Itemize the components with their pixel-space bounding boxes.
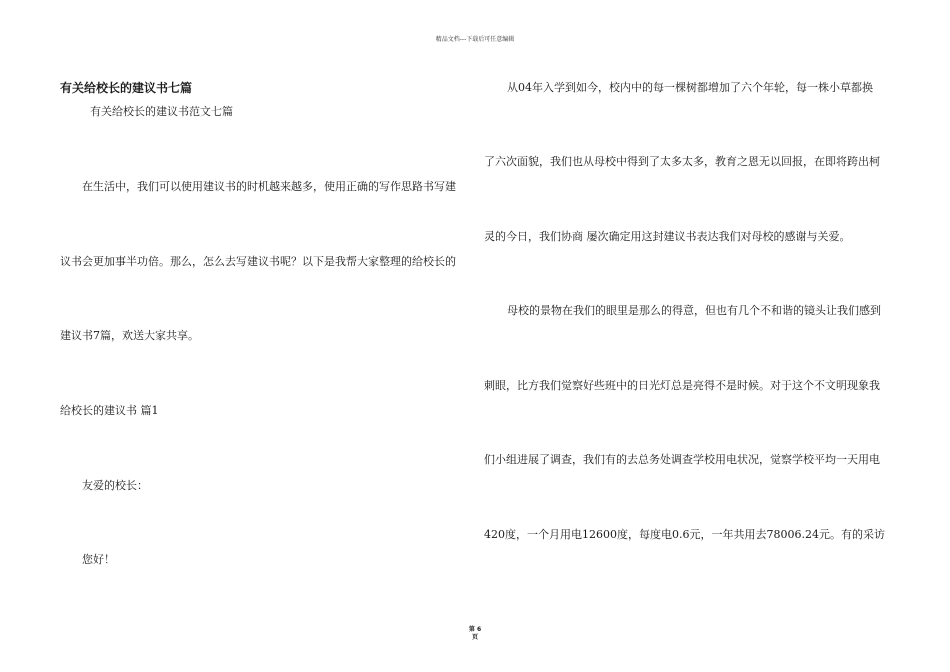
greeting: 您好！ xyxy=(82,553,115,566)
left-paragraph-line: 建议书7篇，欢送大家共享。 xyxy=(60,329,199,342)
left-paragraph-line: 议书会更加事半功倍。那么，怎么去写建议书呢？以下是我帮大家整理的给校长的 xyxy=(60,255,456,268)
salutation: 友爱的校长： xyxy=(82,479,148,492)
right-paragraph-line: 们小组进展了调查，我们有的去总务处调查学校用电状况，觉察学校平均一天用电 xyxy=(484,453,880,466)
page-number xyxy=(455,626,495,642)
section-heading: 给校长的建议书 篇1 xyxy=(60,404,159,417)
right-paragraph-line: 了六次面貌，我们也从母校中得到了太多太多，教育之恩无以回报，在即将跨出柯 xyxy=(484,155,880,168)
document-subtitle: 有关给校长的建议书范文七篇 xyxy=(90,105,233,118)
page-number-line1: 第 6 xyxy=(468,626,482,633)
document-title: 有关给校长的建议书七篇 xyxy=(60,81,193,95)
right-paragraph-line: 420度，一个月用电12600度，每度电0.6元，一年共用去78006.24元。有的采访 xyxy=(484,528,885,541)
left-paragraph-line: 在生活中，我们可以使用建议书的时机越来越多，使用正确的写作思路书写建 xyxy=(82,180,456,193)
right-paragraph-line: 刺眼，比方我们觉察好些班中的日光灯总是亮得不是时候。对于这个不文明现象我 xyxy=(484,379,880,392)
right-paragraph-line: 母校的景物在我们的眼里是那么的得意，但也有几个不和谐的镜头让我们感到 xyxy=(507,304,881,317)
right-paragraph-line: 从04年入学到如今，校内中的每一棵树都增加了六个年轮，每一株小草都换 xyxy=(507,81,873,94)
header-note: 精品文档---下载后可任意编辑 xyxy=(435,36,515,43)
page-number-line2: 页 xyxy=(471,634,478,641)
right-paragraph-line: 灵的今日，我们协商 屡次确定用这封建议书表达我们对母校的感谢与关爱。 xyxy=(484,230,851,243)
